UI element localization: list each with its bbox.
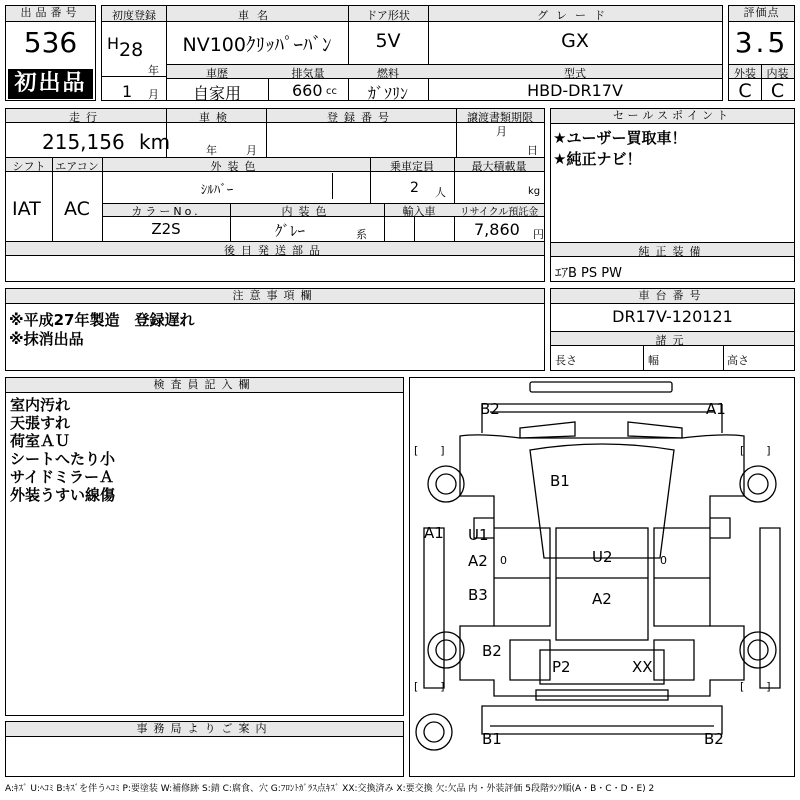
mark-a1-side: A1 (424, 524, 444, 542)
fuel-value: ｶﾞｿﾘﾝ (367, 84, 408, 103)
car-name-value: NV100ｸﾘｯﾊﾟｰﾊﾞﾝ (182, 34, 332, 56)
dims-length: 長さ (555, 354, 577, 367)
sales-point-1: ★ユーザー買取車！ (553, 129, 687, 147)
dims-width: 幅 (648, 354, 659, 367)
aircon-value: AC (64, 198, 90, 220)
displacement-label: 排気量 (291, 67, 325, 80)
notes-label: 注意事項欄 (6, 289, 544, 304)
mark-zero-left: 0 (500, 554, 507, 567)
sales-point-2: ★純正ナビ！ (553, 150, 642, 168)
displacement-value: 660 (292, 81, 323, 100)
vehicle-info-box (101, 5, 723, 101)
equipment-value: ｴｱB PS PW (555, 266, 622, 281)
door-label: ドア形状 (366, 9, 410, 22)
mark-b1-bottom: B1 (482, 730, 502, 748)
door-value: 5V (375, 30, 401, 52)
bracket-left-top: [ ] (414, 444, 445, 457)
first-reg-year-unit: 年 (148, 64, 159, 77)
recycle-unit: 円 (533, 228, 544, 241)
recycle-value: 7,860 (474, 220, 520, 239)
ext-score-label: 外装 (734, 67, 756, 80)
capacity-label: 乗車定員 (390, 160, 434, 173)
int-color-label: 内装色 (281, 205, 333, 218)
transfer-day-unit: 日 (527, 144, 538, 157)
mileage-unit: km (139, 130, 171, 154)
equipment-label: 純正装備 (638, 245, 707, 258)
first-reg-era: H (107, 34, 120, 53)
first-reg-month: 1 (122, 82, 133, 101)
note-line-1: ※平成27年製造 登録遅れ (9, 311, 195, 329)
damage-diagram (409, 377, 795, 777)
ext-color-label: 外装色 (210, 160, 262, 173)
max-load-unit: kg (528, 186, 541, 197)
transfer-label: 譲渡書類期限 (467, 111, 533, 124)
mark-a2-door: A2 (468, 552, 488, 570)
notes-box (5, 288, 545, 371)
dims-height: 高さ (727, 354, 749, 367)
ext-color-value: ｼﾙﾊﾞｰ (200, 183, 234, 198)
chassis-label: 車台番号 (551, 289, 794, 304)
first-reg-year: 28 (119, 39, 144, 61)
later-parts-label: 後日発送部品 (224, 244, 326, 257)
note-line-2: ※抹消出品 (9, 330, 84, 348)
fuel-label: 燃料 (377, 67, 399, 80)
lot-number: 536 (23, 26, 78, 59)
inspector-line-2: 天張すれ (10, 414, 71, 432)
int-color-unit: 系 (356, 228, 367, 241)
chassis-value: DR17V-120121 (612, 307, 733, 326)
color-no-value: Z2S (151, 220, 181, 238)
lot-label: 出品番号 (6, 6, 95, 22)
color-no-label: カラーNo. (131, 205, 201, 218)
spec-box (5, 108, 545, 282)
legend-text: A:ｷｽﾞ U:ﾍｺﾐ B:ｷｽﾞを伴うﾍｺﾐ P:要塗装 W:補修跡 S:錆 C:腐食、穴 G:ﾌﾛﾝﾄｶﾞﾗｽ点ｷｽﾞ XX:交換済み X:要交換 欠:欠品 内・外装評価 5段階ﾗﾝｸ順(A・B・C・D・E) 2 (5, 784, 655, 794)
car-name-label: 車名 (238, 9, 276, 22)
first-reg-label: 初度登録 (112, 9, 156, 22)
dims-label: 諸元 (655, 334, 690, 347)
mark-b3: B3 (468, 586, 488, 604)
int-color-value: ｸﾞﾚｰ (274, 222, 305, 240)
sales-points-box (550, 108, 795, 282)
inspector-line-3: 荷室ＡＵ (10, 432, 71, 450)
mark-u1: U1 (468, 526, 489, 544)
mileage-value: 215,156 (42, 130, 125, 154)
office-label: 事務局よりご案内 (6, 722, 403, 737)
shift-value: IAT (12, 198, 41, 220)
office-box (5, 721, 404, 777)
mark-xx: XX (632, 658, 653, 676)
mark-a1-top: A1 (706, 400, 726, 418)
grade-value: GX (561, 30, 589, 52)
displacement-unit: cc (326, 86, 337, 97)
history-label: 車歴 (206, 67, 228, 80)
mark-p2: P2 (552, 658, 571, 676)
mark-b2-top: B2 (480, 400, 500, 418)
inspector-line-4: シートへたり小 (10, 450, 116, 468)
inspector-line-6: 外装うすい線傷 (10, 486, 116, 504)
import-label: 輸入車 (402, 205, 436, 218)
score-box (728, 5, 795, 101)
mark-u2: U2 (592, 548, 613, 566)
capacity-unit: 人 (435, 186, 446, 199)
reg-no-label: 登録番号 (327, 111, 395, 124)
mark-b2-rear: B2 (482, 642, 502, 660)
mark-b1-hood: B1 (550, 472, 570, 490)
aircon-label: エアコン (55, 160, 99, 173)
transfer-month-unit: 月 (496, 125, 507, 138)
bracket-left-bottom: [ ] (414, 680, 445, 693)
mileage-label: 走行 (69, 111, 103, 124)
model-type-label: 型式 (564, 67, 586, 80)
bracket-right-top: [ ] (740, 444, 771, 457)
int-score-value: C (770, 80, 785, 102)
inspection-label: 車検 (199, 111, 233, 124)
lot-box (5, 5, 96, 101)
history-value: 自家用 (192, 84, 241, 103)
inspector-box (5, 377, 404, 716)
shift-label: シフト (12, 160, 46, 173)
score-label: 評価点 (729, 6, 794, 22)
inspection-year-unit: 年 (206, 144, 217, 157)
mark-b2-bottom: B2 (704, 730, 724, 748)
first-listing-badge: 初出品 (8, 69, 93, 99)
sales-points-label: セールスポイント (551, 109, 794, 124)
mark-a2-roof: A2 (592, 590, 612, 608)
max-load-label: 最大積載量 (471, 160, 527, 173)
grade-label: グレード (537, 9, 613, 22)
recycle-label: リサイクル預託金 (459, 207, 539, 218)
inspector-line-1: 室内汚れ (10, 396, 71, 414)
inspection-month-unit: 月 (246, 144, 257, 157)
car-outline-diagram (410, 378, 794, 776)
ext-score-value: C (738, 80, 752, 102)
inspector-label: 検査員記入欄 (6, 378, 403, 393)
model-type-value: HBD-DR17V (527, 81, 623, 100)
chassis-box (550, 288, 795, 371)
inspector-line-5: サイドミラーＡ (10, 468, 114, 486)
first-reg-month-unit: 月 (148, 88, 159, 101)
capacity-value: 2 (410, 180, 419, 196)
mark-zero-right: 0 (660, 554, 667, 567)
int-score-label: 内装 (766, 67, 789, 80)
bracket-right-bottom: [ ] (740, 680, 771, 693)
score-value: 3.5 (734, 26, 789, 59)
